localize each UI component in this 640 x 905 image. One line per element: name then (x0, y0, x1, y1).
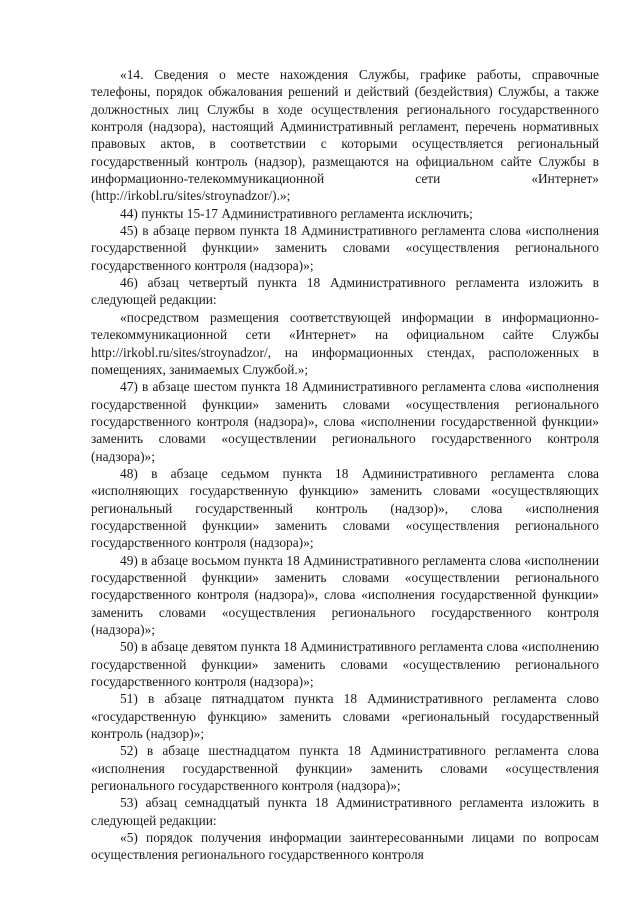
paragraph-49: 49) в абзаце восьмом пункта 18 Административного регламента слова «исполнении государственной функции» заменить словами «осуществлении регионального государственного контроля (надзора)», слова «исполнения государственной функции» заменить словами «осуществления регионального государственного контроля (надзора)»; (91, 552, 599, 637)
paragraph-51: 51) в абзаце пятнадцатом пункта 18 Административного регламента слово «государственную функцию» заменить словами «региональный государственный контроль (надзор)»; (91, 691, 599, 742)
paragraph-53-text: «5) порядок получения информации заинтересованными лицами по вопросам осуществления регионального государственного контроля (91, 830, 599, 863)
document-page (91, 66, 599, 864)
paragraph-50: 50) в абзаце девятом пункта 18 Административного регламента слова «исполнению государственной функции» заменить словами «осуществлению регионального государственного контроля (надзора)»; (91, 639, 599, 690)
paragraph-47: 47) в абзаце шестом пункта 18 Административного регламента слова «исполнения государственной функции» заменить словами «осуществления регионального государственного контроля (надзора)», слова «исполнении государственной функции» заменить словами «осуществлении регионального государственного контроля (надзора)»; (91, 379, 599, 464)
paragraph-52: 52) в абзаце шестнадцатом пункта 18 Административного регламента слова «исполнения государственной функции» заменить словами «осуществления регионального государственного контроля (надзора)»; (91, 743, 599, 794)
paragraph-46-text: «посредством размещения соответствующей информации в информационно-телекоммуникационной сети «Интернет» на официальном сайте Службы http://irkobl.ru/sites/stroynadzor/, на информационных стендах, расположенных в помещениях, занимаемых Службой.»; (91, 309, 599, 377)
paragraph-46: 46) абзац четвертый пункта 18 Административного регламента изложить в следующей редакции: (91, 275, 599, 308)
paragraph-44: 44) пункты 15-17 Административного регламента исключить; (120, 205, 473, 221)
paragraph-45: 45) в абзаце первом пункта 18 Административного регламента слова «исполнения государственной функции» заменить словами «осуществления регионального государственного контроля (надзора)»; (91, 223, 599, 273)
paragraph-14-info: «14. Сведения о месте нахождения Службы, графике работы, справочные телефоны, порядок обжалования решений и действий (бездействия) Службы, а также должностных лиц Службы в ходе осуществления регионального государственного контроля (надзора), настоящий Административный регламент, перечень нормативных правовых актов, в соответствии с которыми осуществляется региональный государственный контроль (надзор), размещаются на официальном сайте Службы в информационно-телекоммуникационной сети «Интернет» (http://irkobl.ru/sites/stroynadzor/).»; (91, 67, 599, 204)
paragraph-48: 48) в абзаце седьмом пункта 18 Административного регламента слова «исполняющих государственную функцию» заменить словами «осуществляющих региональный государственный контроль (надзор)», слова «исполнения государственной функции» заменить словами «осуществления регионального государственного контроля (надзора)»; (91, 465, 599, 551)
paragraph-53: 53) абзац семнадцатый пункта 18 Административного регламента изложить в следующей редакции: (91, 795, 599, 828)
